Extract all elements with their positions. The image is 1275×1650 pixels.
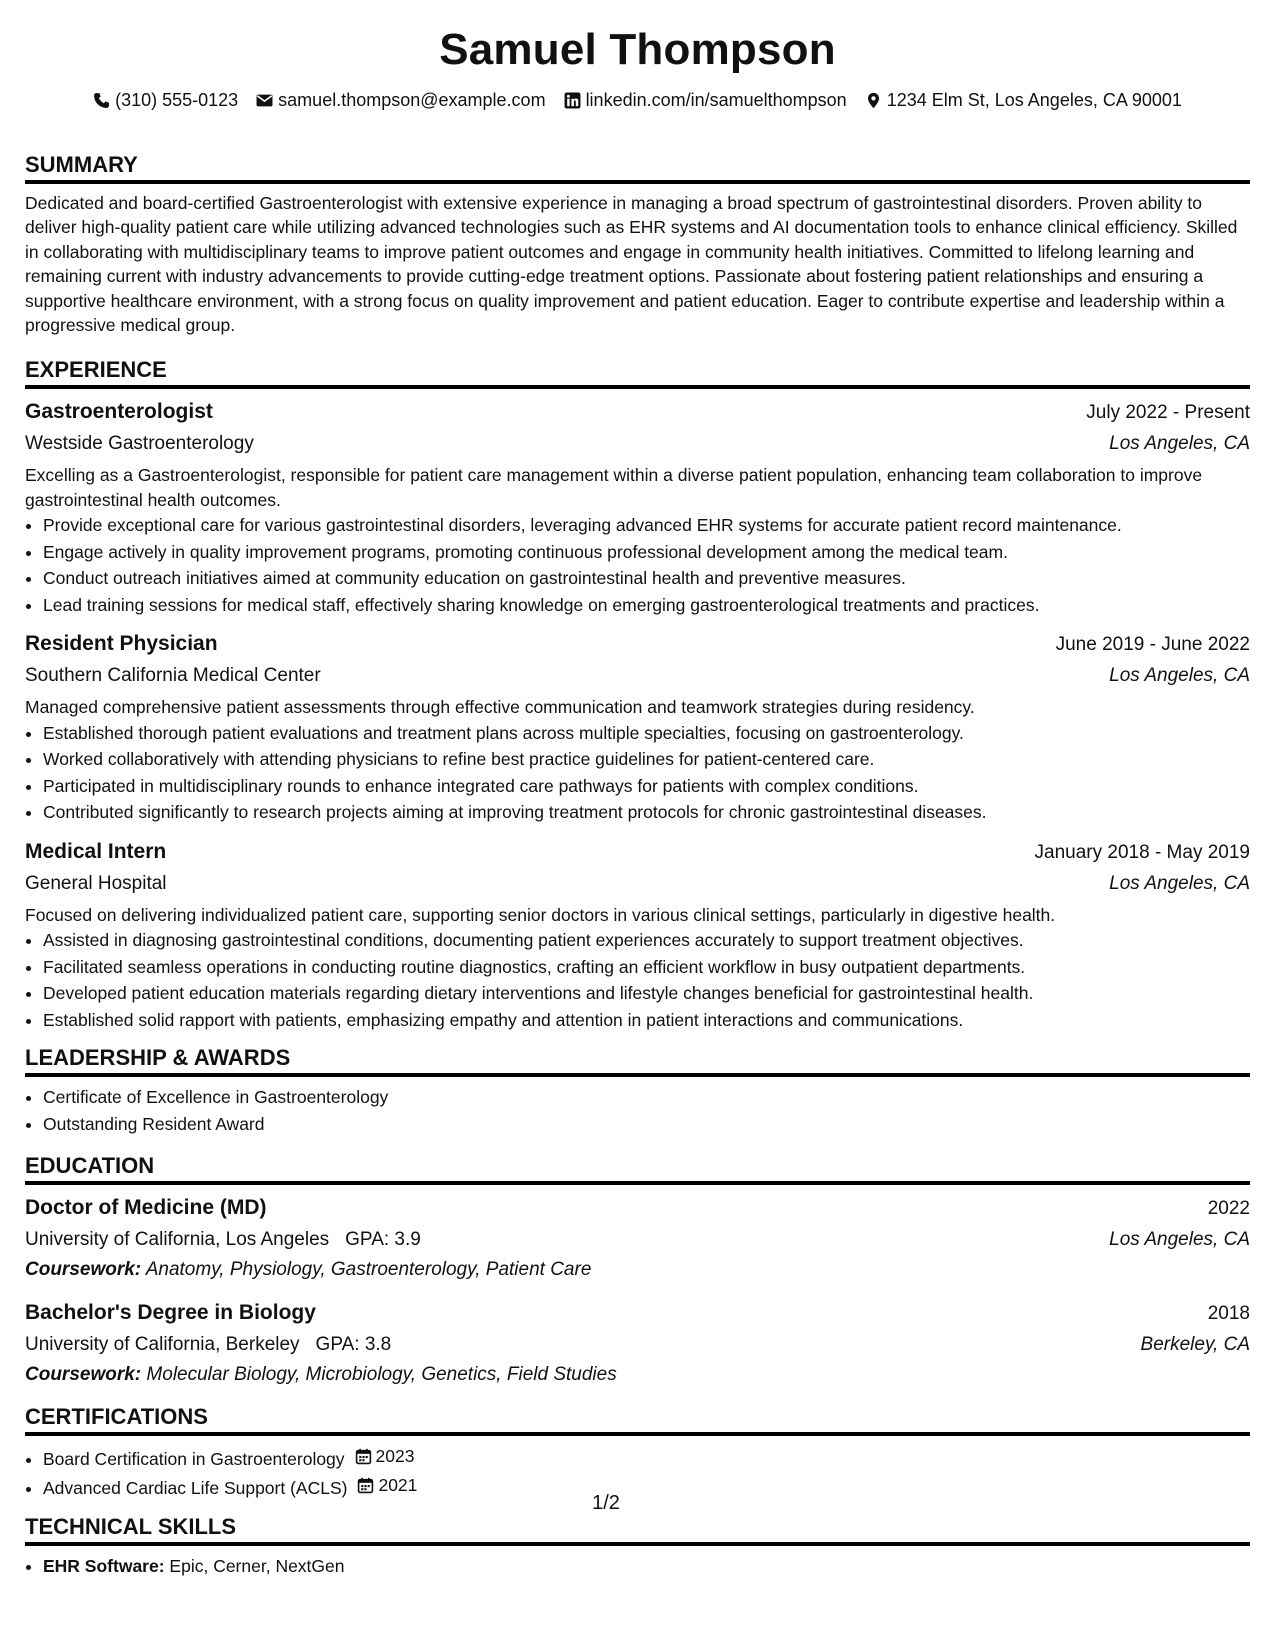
certification-name: Advanced Cardiac Life Support (ACLS) bbox=[43, 1478, 348, 1499]
school-location: Los Angeles, CA bbox=[1109, 1229, 1250, 1251]
awards-section bbox=[25, 1043, 1250, 1137]
map-pin-icon bbox=[865, 92, 882, 109]
coursework-label: Coursework: bbox=[25, 1364, 142, 1386]
school-line bbox=[25, 1224, 421, 1255]
envelope-icon bbox=[256, 92, 273, 109]
list-item: • Contributed significantly to research projects aiming at improving treatment protocols for chronic gastrointestinal diseases. bbox=[43, 799, 1250, 826]
calendar-icon bbox=[355, 1448, 372, 1465]
skill-value: Epic, Cerner, NextGen bbox=[169, 1555, 345, 1576]
degree-title: Doctor of Medicine (MD) bbox=[25, 1196, 267, 1220]
section-title-experience: EXPERIENCE bbox=[25, 355, 1250, 389]
education-entry bbox=[25, 1297, 1250, 1390]
contact-email[interactable] bbox=[256, 90, 545, 111]
list-item: • Lead training sessions for medical staff, effectively sharing knowledge on emerging gastroenterological treatments and practices. bbox=[43, 592, 1250, 619]
gpa: GPA: 3.8 bbox=[315, 1334, 392, 1356]
job-description: Managed comprehensive patient assessments through effective communication and teamwork strategies during residency. bbox=[25, 697, 975, 718]
list-item: • Outstanding Resident Award bbox=[43, 1111, 1250, 1138]
education-section bbox=[25, 1151, 1250, 1390]
job-bullets bbox=[25, 927, 1250, 1033]
job-date: January 2018 - May 2019 bbox=[1034, 841, 1250, 863]
gpa: GPA: 3.9 bbox=[345, 1229, 421, 1251]
school-name: University of California, Berkeley bbox=[25, 1334, 300, 1356]
awards-list bbox=[25, 1084, 1250, 1137]
school-location: Berkeley, CA bbox=[1140, 1334, 1250, 1356]
job-bullets bbox=[25, 720, 1250, 826]
contact-address bbox=[865, 90, 1182, 111]
list-item: • Participated in multidisciplinary rounds to enhance integrated care pathways for patients with complex conditions. bbox=[43, 773, 1250, 800]
job-organization: General Hospital bbox=[25, 872, 167, 894]
job-organization: Southern California Medical Center bbox=[25, 665, 321, 687]
list-item: • Facilitated seamless operations in conducting routine diagnostics, crafting an efficient workflow in busy outpatient departments. bbox=[43, 954, 1250, 981]
job-title: Resident Physician bbox=[25, 632, 218, 656]
education-entry bbox=[25, 1192, 1250, 1285]
coursework bbox=[25, 1255, 1250, 1285]
summary-text: Dedicated and board-certified Gastroenterologist with extensive experience in managing a broad spectrum of gastrointestinal disorders. Proven ability to deliver high-quality patient care while utilizing advanced technologies such as EHR systems and AI documentation tools to enhance clinical efficiency. Skilled in collaborating with multidisciplinary teams to improve patient outcomes and engage in community health initiatives. Committed to lifelong learning and remaining current with industry advancements to provide cutting-edge treatment options. Passionate about fostering patient relationships and ensuring a supportive healthcare environment, with a strong focus on quality improvement and patient education. Eager to contribute expertise and leadership within a progressive medical group. bbox=[25, 193, 1238, 336]
graduation-year: 2022 bbox=[1207, 1198, 1250, 1220]
certification-name: Board Certification in Gastroenterology bbox=[43, 1448, 345, 1469]
list-item bbox=[43, 1443, 1250, 1472]
job-location: Los Angeles, CA bbox=[1109, 433, 1250, 455]
graduation-year: 2018 bbox=[1207, 1303, 1250, 1325]
section-title-skills: TECHNICAL SKILLS bbox=[25, 1512, 1250, 1546]
coursework bbox=[25, 1360, 1250, 1390]
job-description: Focused on delivering individualized patient care, supporting senior doctors in various clinical settings, particularly in digestive health. bbox=[25, 904, 1056, 925]
list-item: • Established solid rapport with patients, emphasizing empathy and attention in patient interactions and communications. bbox=[43, 1007, 1250, 1034]
summary-section bbox=[25, 150, 1250, 337]
job-date: June 2019 - June 2022 bbox=[1055, 634, 1250, 656]
job-description: Excelling as a Gastroenterologist, responsible for patient care management within a diverse patient population, enhancing team collaboration to improve gastrointestinal health outcomes. bbox=[25, 465, 1203, 510]
linkedin-text: linkedin.com/in/samuelthompson bbox=[585, 89, 847, 110]
list-item: • Conduct outreach initiatives aimed at community education on gastrointestinal health and preventive measures. bbox=[43, 565, 1250, 592]
address-text: 1234 Elm St, Los Angeles, CA 90001 bbox=[886, 89, 1182, 110]
resume-page bbox=[25, 0, 1250, 1579]
coursework-label: Coursework: bbox=[25, 1259, 142, 1281]
experience-section bbox=[25, 355, 1250, 1033]
candidate-name: Samuel Thompson bbox=[439, 25, 836, 74]
job-entry bbox=[25, 396, 1250, 618]
job-date: July 2022 - Present bbox=[1086, 402, 1250, 424]
job-entry bbox=[25, 836, 1250, 1033]
certification-year: 2023 bbox=[375, 1446, 415, 1467]
degree-title: Bachelor's Degree in Biology bbox=[25, 1301, 316, 1325]
coursework-list: Anatomy, Physiology, Gastroenterology, Patient Care bbox=[145, 1259, 592, 1281]
list-item: • Developed patient education materials regarding dietary interventions and lifestyle changes beneficial for gastrointestinal health. bbox=[43, 980, 1250, 1007]
page-number: 1/2 bbox=[592, 1492, 620, 1514]
coursework-list: Molecular Biology, Microbiology, Genetics, Field Studies bbox=[146, 1364, 617, 1386]
certification-date bbox=[355, 1443, 415, 1470]
section-title-education: EDUCATION bbox=[25, 1151, 1250, 1185]
job-bullets bbox=[25, 512, 1250, 618]
phone-icon bbox=[93, 92, 110, 109]
list-item: • Established thorough patient evaluations and treatment plans across multiple specialties, focusing on gastroenterology. bbox=[43, 720, 1250, 747]
job-location: Los Angeles, CA bbox=[1109, 872, 1250, 894]
skills-section bbox=[25, 1512, 1250, 1580]
contact-linkedin[interactable] bbox=[564, 90, 847, 111]
list-item bbox=[43, 1553, 1250, 1580]
job-organization: Westside Gastroenterology bbox=[25, 433, 254, 455]
section-title-awards: LEADERSHIP & AWARDS bbox=[25, 1043, 1250, 1077]
contact-phone bbox=[93, 90, 238, 111]
list-item: • Assisted in diagnosing gastrointestinal conditions, documenting patient experiences accurately to support treatment objectives. bbox=[43, 927, 1250, 954]
skills-list bbox=[25, 1553, 1250, 1580]
job-location: Los Angeles, CA bbox=[1109, 665, 1250, 687]
skill-label: EHR Software: bbox=[43, 1555, 165, 1576]
list-item: • Provide exceptional care for various gastrointestinal disorders, leveraging advanced EHR systems for accurate patient record maintenance. bbox=[43, 512, 1250, 539]
job-entry bbox=[25, 628, 1250, 825]
email-text: samuel.thompson@example.com bbox=[278, 89, 546, 110]
list-item: • Engage actively in quality improvement programs, promoting continuous professional development among the medical team. bbox=[43, 539, 1250, 566]
section-title-certifications: CERTIFICATIONS bbox=[25, 1402, 1250, 1436]
phone-text: (310) 555-0123 bbox=[115, 89, 239, 110]
job-title: Medical Intern bbox=[25, 839, 167, 863]
list-item: • Worked collaboratively with attending physicians to refine best practice guidelines for patient-centered care. bbox=[43, 746, 1250, 773]
list-item: • Certificate of Excellence in Gastroenterology bbox=[43, 1084, 1250, 1111]
school-line bbox=[25, 1329, 391, 1360]
job-title: Gastroenterologist bbox=[25, 400, 213, 424]
certification-year: 2021 bbox=[378, 1475, 418, 1496]
linkedin-icon bbox=[564, 92, 581, 109]
contact-bar bbox=[25, 88, 1250, 112]
certifications-section bbox=[25, 1402, 1250, 1502]
school-name: University of California, Los Angeles bbox=[25, 1229, 330, 1251]
section-title-summary: SUMMARY bbox=[25, 150, 1250, 184]
